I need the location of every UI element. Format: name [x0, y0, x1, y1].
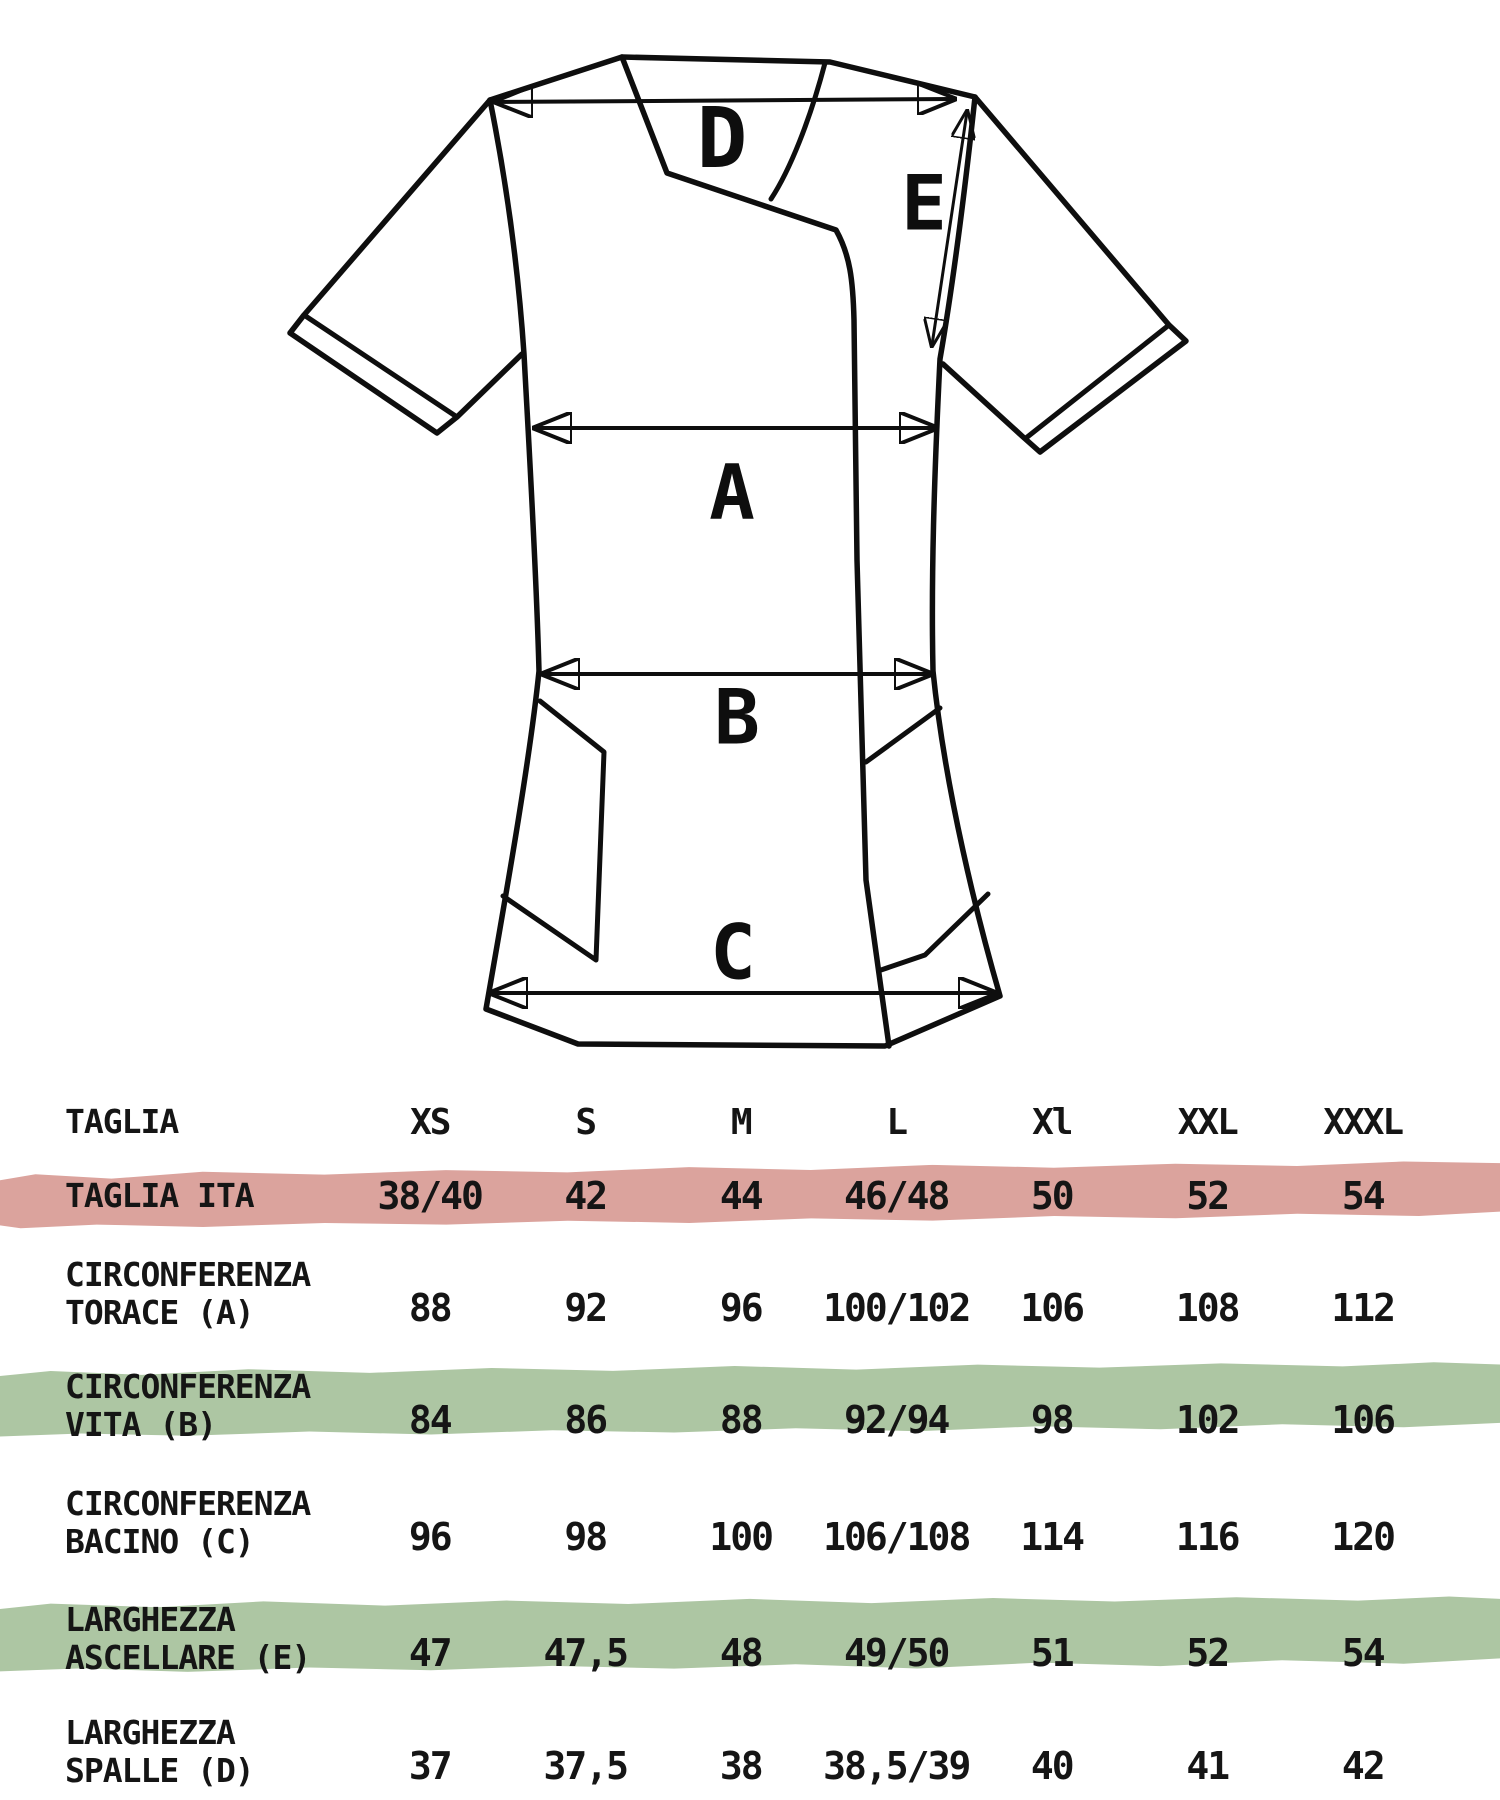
value-cell: 38: [719, 1744, 762, 1789]
value-cell: 38/40: [377, 1173, 482, 1218]
size-column-header: XS: [410, 1101, 450, 1143]
measure-label-d: D: [696, 89, 748, 187]
size-column-header: XXXL: [1323, 1101, 1403, 1143]
table-row: [0, 1367, 1500, 1444]
table-row: [0, 1713, 1500, 1790]
table-row: [0, 1092, 1500, 1152]
value-cell: 54: [1341, 1173, 1384, 1218]
value-cell: 52: [1186, 1631, 1229, 1676]
row-label-text: CIRCONFERENZA TORACE (A): [65, 1255, 311, 1332]
value-cell: 114: [1020, 1515, 1084, 1560]
value-cell: 52: [1186, 1173, 1229, 1218]
size-column-header: L: [886, 1101, 907, 1143]
value-cell: 84: [408, 1398, 451, 1443]
value-cell: 41: [1186, 1744, 1229, 1789]
size-column-header: M: [730, 1101, 751, 1143]
value-cell: 48: [719, 1631, 762, 1676]
value-cell: 96: [719, 1286, 762, 1331]
value-cell: 108: [1175, 1286, 1239, 1331]
table-row: [0, 1166, 1500, 1226]
measure-label-b: B: [714, 672, 760, 762]
value-cell: 92/94: [844, 1398, 949, 1443]
value-cell: 46/48: [844, 1173, 949, 1218]
size-column-header: Xl: [1032, 1101, 1072, 1143]
value-cell: 98: [564, 1515, 607, 1560]
row-label-text: TAGLIA ITA: [65, 1176, 254, 1216]
table-row: [0, 1255, 1500, 1332]
value-cell: 38,5/39: [823, 1744, 970, 1789]
value-cell: 54: [1341, 1631, 1384, 1676]
value-cell: 37: [408, 1744, 451, 1789]
value-cell: 96: [408, 1515, 451, 1560]
row-label-text: LARGHEZZA SPALLE (D): [65, 1713, 254, 1790]
row-label-text: CIRCONFERENZA VITA (B): [65, 1367, 311, 1444]
value-cell: 42: [564, 1173, 607, 1218]
value-cell: 106/108: [823, 1515, 970, 1560]
value-cell: 88: [719, 1398, 762, 1443]
size-column-header: S: [575, 1101, 596, 1143]
size-column-header: XXL: [1177, 1101, 1237, 1143]
measure-label-a: A: [709, 447, 755, 537]
value-cell: 50: [1030, 1173, 1073, 1218]
value-cell: 42: [1341, 1744, 1384, 1789]
value-cell: 47: [408, 1631, 451, 1676]
value-cell: 49/50: [844, 1631, 949, 1676]
value-cell: 112: [1331, 1286, 1395, 1331]
value-cell: 44: [719, 1173, 762, 1218]
value-cell: 47,5: [543, 1631, 627, 1676]
value-cell: 102: [1175, 1398, 1239, 1443]
measure-label-c: C: [710, 907, 756, 997]
value-cell: 86: [564, 1398, 607, 1443]
value-cell: 40: [1030, 1744, 1073, 1789]
table-row: [0, 1600, 1500, 1677]
value-cell: 106: [1020, 1286, 1084, 1331]
value-cell: 92: [564, 1286, 607, 1331]
value-cell: 98: [1030, 1398, 1073, 1443]
size-header-label: TAGLIA: [65, 1102, 179, 1142]
value-cell: 37,5: [543, 1744, 627, 1789]
row-label-text: CIRCONFERENZA BACINO (C): [65, 1484, 311, 1561]
table-row: [0, 1484, 1500, 1561]
value-cell: 100: [709, 1515, 773, 1560]
value-cell: 51: [1030, 1631, 1073, 1676]
value-cell: 116: [1175, 1515, 1239, 1560]
value-cell: 88: [408, 1286, 451, 1331]
measure-label-e: E: [901, 158, 947, 248]
value-cell: 120: [1331, 1515, 1395, 1560]
row-label-text: LARGHEZZA ASCELLARE (E): [65, 1600, 311, 1677]
value-cell: 106: [1331, 1398, 1395, 1443]
value-cell: 100/102: [823, 1286, 970, 1331]
